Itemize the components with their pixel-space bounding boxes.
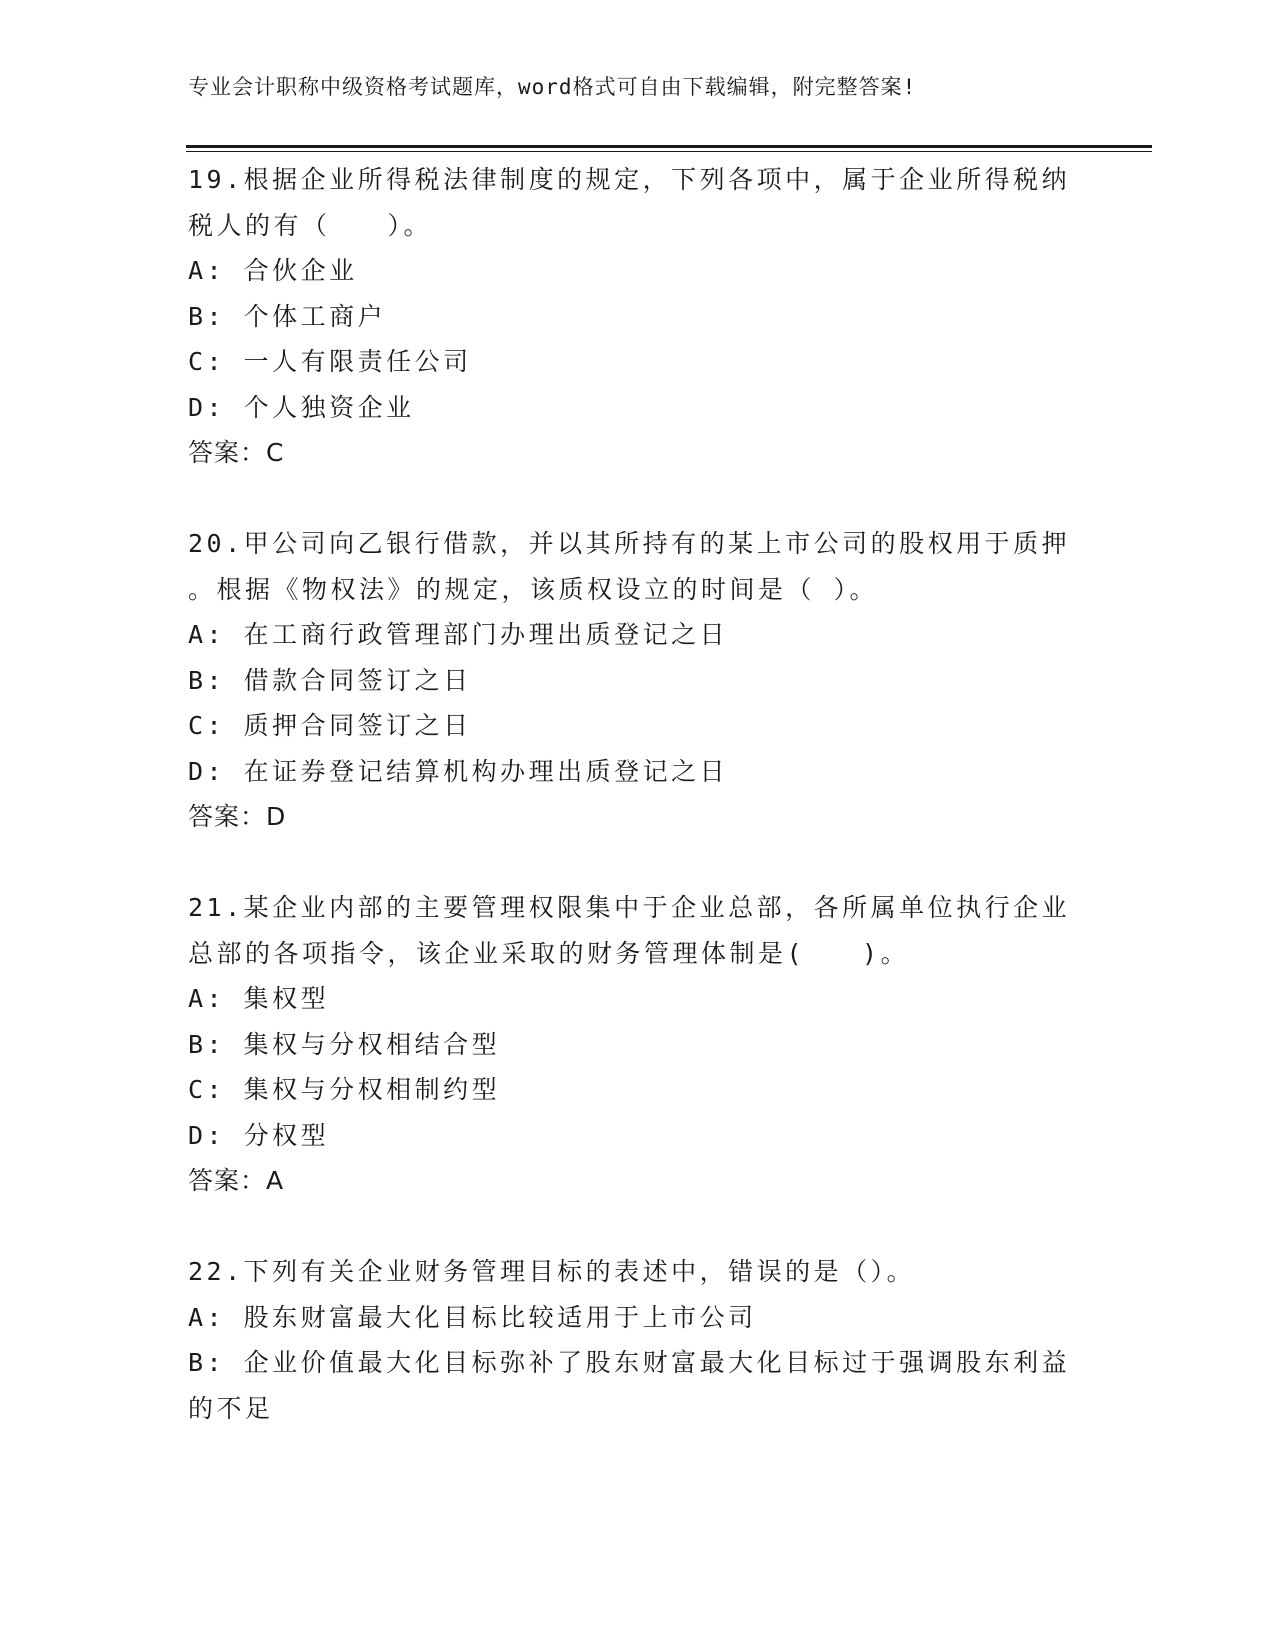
document-header: 专业会计职称中级资格考试题库，word格式可自由下载编辑，附完整答案!: [188, 75, 917, 99]
question-stem: 。根据《物权法》的规定，该质权设立的时间是（ ）。: [188, 574, 879, 604]
option-d: D: 在证券登记结算机构办理出质登记之日: [188, 756, 729, 786]
option-a: A: 集权型: [188, 984, 330, 1013]
option-b-continued: 的不足: [188, 1393, 274, 1423]
spacer: [188, 1204, 1068, 1250]
question-stem: 22.下列有关企业财务管理目标的表述中，错误的是（）。: [188, 1257, 916, 1286]
option-a: A: 股东财富最大化目标比较适用于上市公司: [188, 1302, 757, 1332]
option-b: B: 借款合同签订之日: [188, 665, 472, 695]
option-b: B: 集权与分权相结合型: [188, 1029, 501, 1059]
question-list: [188, 157, 1071, 1431]
answer-text: 答案：A: [188, 1166, 285, 1195]
question-20: [188, 521, 1071, 840]
question-21: [188, 885, 1071, 1204]
question-stem: 19.根据企业所得税法律制度的规定，下列各项中，属于企业所得税纳: [188, 165, 1071, 194]
option-a: A: 在工商行政管理部门办理出质登记之日: [188, 620, 729, 649]
option-a: A: 合伙企业: [188, 256, 358, 285]
option-b: B: 个体工商户: [188, 301, 387, 331]
question-19: [188, 157, 1071, 476]
header-divider-thick: [186, 145, 1152, 148]
option-d: D: 分权型: [188, 1120, 330, 1150]
option-c: C: 一人有限责任公司: [188, 347, 472, 376]
spacer: [188, 840, 1068, 886]
question-stem: 21.某企业内部的主要管理权限集中于企业总部，各所属单位执行企业: [188, 893, 1071, 922]
option-c: C: 集权与分权相制约型: [188, 1075, 501, 1104]
answer-text: 答案：D: [188, 802, 287, 831]
option-b: B: 企业价值最大化目标弥补了股东财富最大化目标过于强调股东利益: [188, 1348, 1071, 1377]
option-d: D: 个人独资企业: [188, 392, 415, 422]
question-22: [188, 1249, 1071, 1431]
answer-text: 答案：C: [188, 438, 285, 467]
question-stem: 20.甲公司向乙银行借款，并以其所持有的某上市公司的股权用于质押: [188, 529, 1071, 558]
question-stem: 税人的有（ ）。: [188, 210, 433, 240]
header-divider-thin: [186, 151, 1152, 152]
option-c: C: 质押合同签订之日: [188, 711, 472, 740]
question-stem: 总部的各项指令，该企业采取的财务管理体制是( )。: [188, 938, 910, 968]
spacer: [188, 476, 1068, 522]
